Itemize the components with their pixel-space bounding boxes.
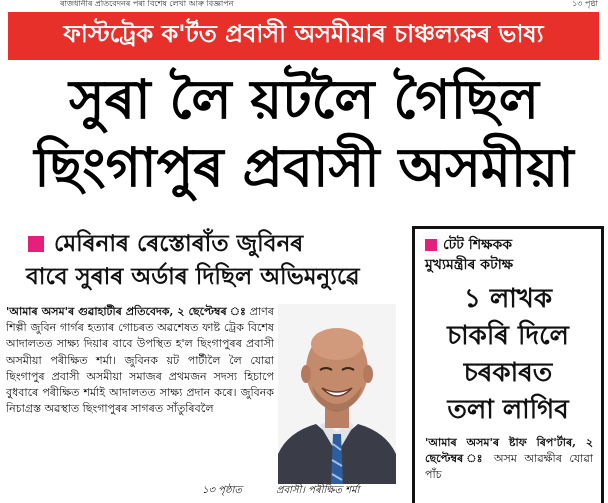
top-strip-left: ৰাজধানীৰ প্ৰতিবেদনৰ পৰা বিশেষ লেখা আৰু বিজ্ঞাপন: [60, 0, 234, 8]
square-bullet-icon: [28, 236, 44, 252]
square-bullet-icon: [425, 239, 437, 251]
sidebar-headline-line: চৰকাৰত: [463, 358, 553, 388]
continued-note: ১৩ পৃষ্ঠাত: [202, 485, 242, 496]
photo-caption: প্ৰবাসী। পৰীক্ষিত শৰ্মা: [276, 485, 360, 496]
sidebar-headline-line: তলা লাগিব: [447, 395, 569, 425]
headline-line-1: সুৰা লৈ য়টলৈ গৈছিল: [68, 68, 539, 131]
headline-line-2: ছিংগাপুৰ প্ৰবাসী অসমীয়া: [34, 136, 574, 199]
sidebar-kicker: [415, 229, 601, 275]
story-body-text: প্ৰাণৰ শিল্পী জুবিন গাৰ্গৰ হত্যাৰ গোচৰত অৱশেষত ফাষ্ট ট্ৰেক বিশেষ আদালতত সাক্ষ্য দিয়াৰ বাবে উপস্থিত হ'ল ছিংগাপুৰৰ প্ৰবাসী অসমীয়া পৰীক্ষিত শৰ্মা। জুবিনক য়ট পাৰ্টীলৈ লৈ যোৱা ছিংগাপুৰ প্ৰবাসী অসমীয়া সমাজৰ প্ৰথমজন সদস্য হিচাপে বুধবাৰে পৰীক্ষিত শৰ্মাই আদালতত সাক্ষ্য প্ৰদান কৰে। জুবিনক নিচাগ্ৰস্ত অৱস্থাত ছিংগাপুৰৰ সাগৰত সাঁতুৰিবলৈ: [6, 305, 274, 416]
subhead-line-2: বাবে সুৰাৰ অৰ্ডাৰ দিছিল অভিমন্যুৱে: [26, 264, 360, 290]
story-body: [6, 304, 274, 494]
top-strip: [0, 0, 608, 9]
kicker-banner: [8, 12, 599, 60]
top-strip-right: ১৩ পৃষ্ঠা: [572, 0, 598, 8]
main-headline: [0, 66, 608, 202]
sidebar-story: [412, 226, 604, 503]
sidebar-body-text: অসম আৱক্ষীৰ যোৱা পাঁচ: [425, 452, 593, 481]
story-subhead: [28, 228, 400, 294]
sidebar-headline-line: ১ লাখক: [463, 284, 553, 314]
main-story: [0, 222, 402, 503]
sidebar-dateline: 'আমাৰ অসম'ৰ ষ্টাফ ৰিপ'ৰ্টাৰ, ২ ছেপ্টেম্বৰ ঃ: [425, 436, 593, 465]
subhead-line-1: মেৰিনাৰ ৰেস্তোৰাঁত জুবিনৰ: [54, 231, 304, 257]
portrait-photo: [278, 304, 396, 484]
sidebar-kicker-line-2: মুখ্যমন্ত্ৰীৰ কটাক্ষ: [425, 257, 514, 273]
sidebar-body: [415, 429, 601, 483]
sidebar-kicker-line-1: টেট শিক্ষকক: [443, 237, 513, 253]
sidebar-headline: [415, 281, 601, 429]
sidebar-headline-line: চাকৰি দিলে: [447, 321, 569, 351]
story-dateline: 'আমাৰ অসম'ৰ গুৱাহাটীৰ প্ৰতিবেদক, ২ ছেপ্টেম্বৰ ঃ: [6, 305, 247, 318]
portrait-photo-icon: [278, 304, 396, 484]
kicker-text: ফাস্টট্ৰেক ক'ৰ্টত প্ৰবাসী অসমীয়াৰ চাঞ্চল্যকৰ ভাষ্য: [63, 20, 544, 48]
